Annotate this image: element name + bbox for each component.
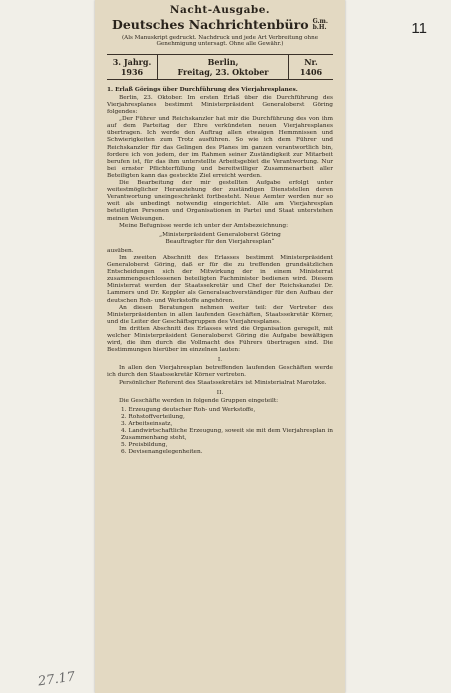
list-item: 3. Arbeitseinsatz,: [121, 421, 173, 428]
article-paragraph-9: In allen den Vierjahresplan betreffenden laufenden Geschäften werde ich durch den Staatssekretär Körner vertreten.: [107, 365, 333, 379]
issue-info-bar: [107, 54, 333, 80]
issue-number-cell: [288, 55, 333, 79]
section-numeral-2: II.: [216, 389, 224, 396]
article: [107, 87, 333, 457]
article-paragraph-8: Im dritten Abschnitt des Erlasses wird die Organisation geregelt, mit welcher Ministerpräsident Generaloberst Göring die Aufgabe bewältigen wird, die ihm durch die Vollmacht des Führers übertragen sind. Die Bestimmungen hierüber im einzelnen lauten:: [107, 325, 333, 354]
place-date-cell: [157, 55, 288, 79]
issue-number: 1406: [299, 66, 323, 77]
article-paragraph-1: Berlin, 23. Oktober. Im ersten Erlaß über die Durchführung des Vierjahresplanes bestimmt Ministerpräsident Generaloberst Göring folgendes:: [107, 94, 333, 116]
agency-name-row: [95, 17, 345, 32]
article-headline: 1. Erlaß Görings über Durchführung des Vierjahresplanes.: [107, 86, 298, 93]
agency-suffix: [313, 19, 328, 31]
article-paragraph-3: Die Bearbeitung der mir gestellten Aufgabe erfolgt unter weitestmöglicher Heranziehung der zuständigen Dienststellen deren Verantwortung uneingeschränkt fortbesteht. Neue Aemter werden nur so weit als unbedingt notwendig eingerichtet. Alle am Vierjahresplan beteiligten Personen und Organisationen in Partei und Staat unterstehen meinen Weisungen.: [107, 180, 333, 222]
article-paragraph-2: „Der Führer und Reichskanzler hat mir die Durchführung des von ihm auf dem Parteitag der Ehre verkündeten neuen Vierjahresplanes übertragen. Ich werde den Auftrag allen etwaigen Hemmnissen und Schwierigkeiten zum Trotz ausführen. So wie ich dem Führer und Reichskanzler für das Gelingen des Planes im ganzen verantwortlich bin, fordere ich von jedem, der im Rahmen seiner Zuständigkeit zur Mitarbeit berufen ist, für das ihm unterstellte Arbeitsgebiet die Verantwortung. Nur bei ernster Pflichterfüllung und bereitwilliger Zusammenarbeit aller Beteiligten kann das gesteckte Ziel erreicht werden.: [107, 116, 333, 179]
official-title: [107, 232, 333, 246]
article-paragraph-11: Die Geschäfte werden in folgende Gruppen eingeteilt:: [119, 397, 279, 404]
article-paragraph-5: ausüben.: [107, 247, 134, 254]
edition-title: Nacht-Ausgabe.: [169, 4, 271, 16]
year-value: 1936: [120, 66, 144, 77]
list-item: 1. Erzeugung deutscher Roh- und Werkstoffe,: [121, 406, 256, 413]
newspaper-clipping: [95, 0, 345, 693]
handwritten-note: 27.17: [37, 669, 77, 690]
article-paragraph-10: Persönlicher Referent des Staatssekretärs ist Ministerialrat Marotzke.: [119, 379, 327, 386]
place: Berlin,: [207, 56, 239, 67]
list-item: 4. Landwirtschaftliche Erzeugung, soweit sie mit dem Vierjahresplan in Zusammenhang steht,: [121, 428, 333, 442]
year-cell: [107, 55, 157, 79]
issue-number-label: Nr.: [304, 56, 318, 67]
official-title-line-1: „Ministerpräsident Generaloberst Göring: [159, 231, 281, 238]
issue-date: Freitag, 23. Oktober: [177, 66, 269, 77]
masthead: [95, 0, 345, 48]
copyright-notice: (Als Manuskript gedruckt. Nachdruck und jede Art Verbreitung ohne Genehmigung untersagt. Ohne alle Gewähr.): [121, 35, 319, 48]
agency-suffix-line-2: b.H.: [312, 23, 327, 31]
agency-suffix-line-1: G.m.: [312, 17, 328, 25]
page-number: 11: [411, 20, 427, 37]
section-numeral-1: I.: [217, 357, 223, 364]
year-label: 3. Jahrg.: [112, 56, 152, 67]
list-item: 6. Devisenangelegenheiten.: [121, 449, 203, 456]
list-item: 5. Preisbildung,: [121, 442, 168, 449]
official-title-line-2: Beauftragter für den Vierjahresplan“: [165, 238, 275, 245]
group-list: [121, 407, 333, 457]
article-paragraph-7: An diesen Beratungen nehmen weiter teil: der Vertreter des Ministerpräsidenten in allen laufenden Geschäften, Staatssekretär Körner, und die Leiter der Geschäftsgruppen des Vierjahresplanes.: [107, 304, 333, 325]
article-paragraph-6: Im zweiten Abschnitt des Erlasses bestimmt Ministerpräsident Generaloberst Göring, daß er für die zu treffenden grundsätzlichen Entscheidungen sich der Mitwirkung der in einem Ministerrat zusammengeschlossenen beteiligten Fachminister bedienen wird. Diesem Ministerrat werden der Staatssekretär und Chef der Reichskanzlei Dr. Lammers und Dr. Keppler als Generalsachverständiger für den Aufbau der deutschen Roh- und Werkstoffe angehören.: [107, 254, 333, 304]
article-paragraph-4: Meine Befugnisse werde ich unter der Amtsbezeichnung:: [119, 222, 289, 229]
agency-name: Deutsches Nachrichtenbüro: [112, 17, 309, 32]
list-item: 2. Rohstoffverteilung,: [121, 413, 185, 420]
